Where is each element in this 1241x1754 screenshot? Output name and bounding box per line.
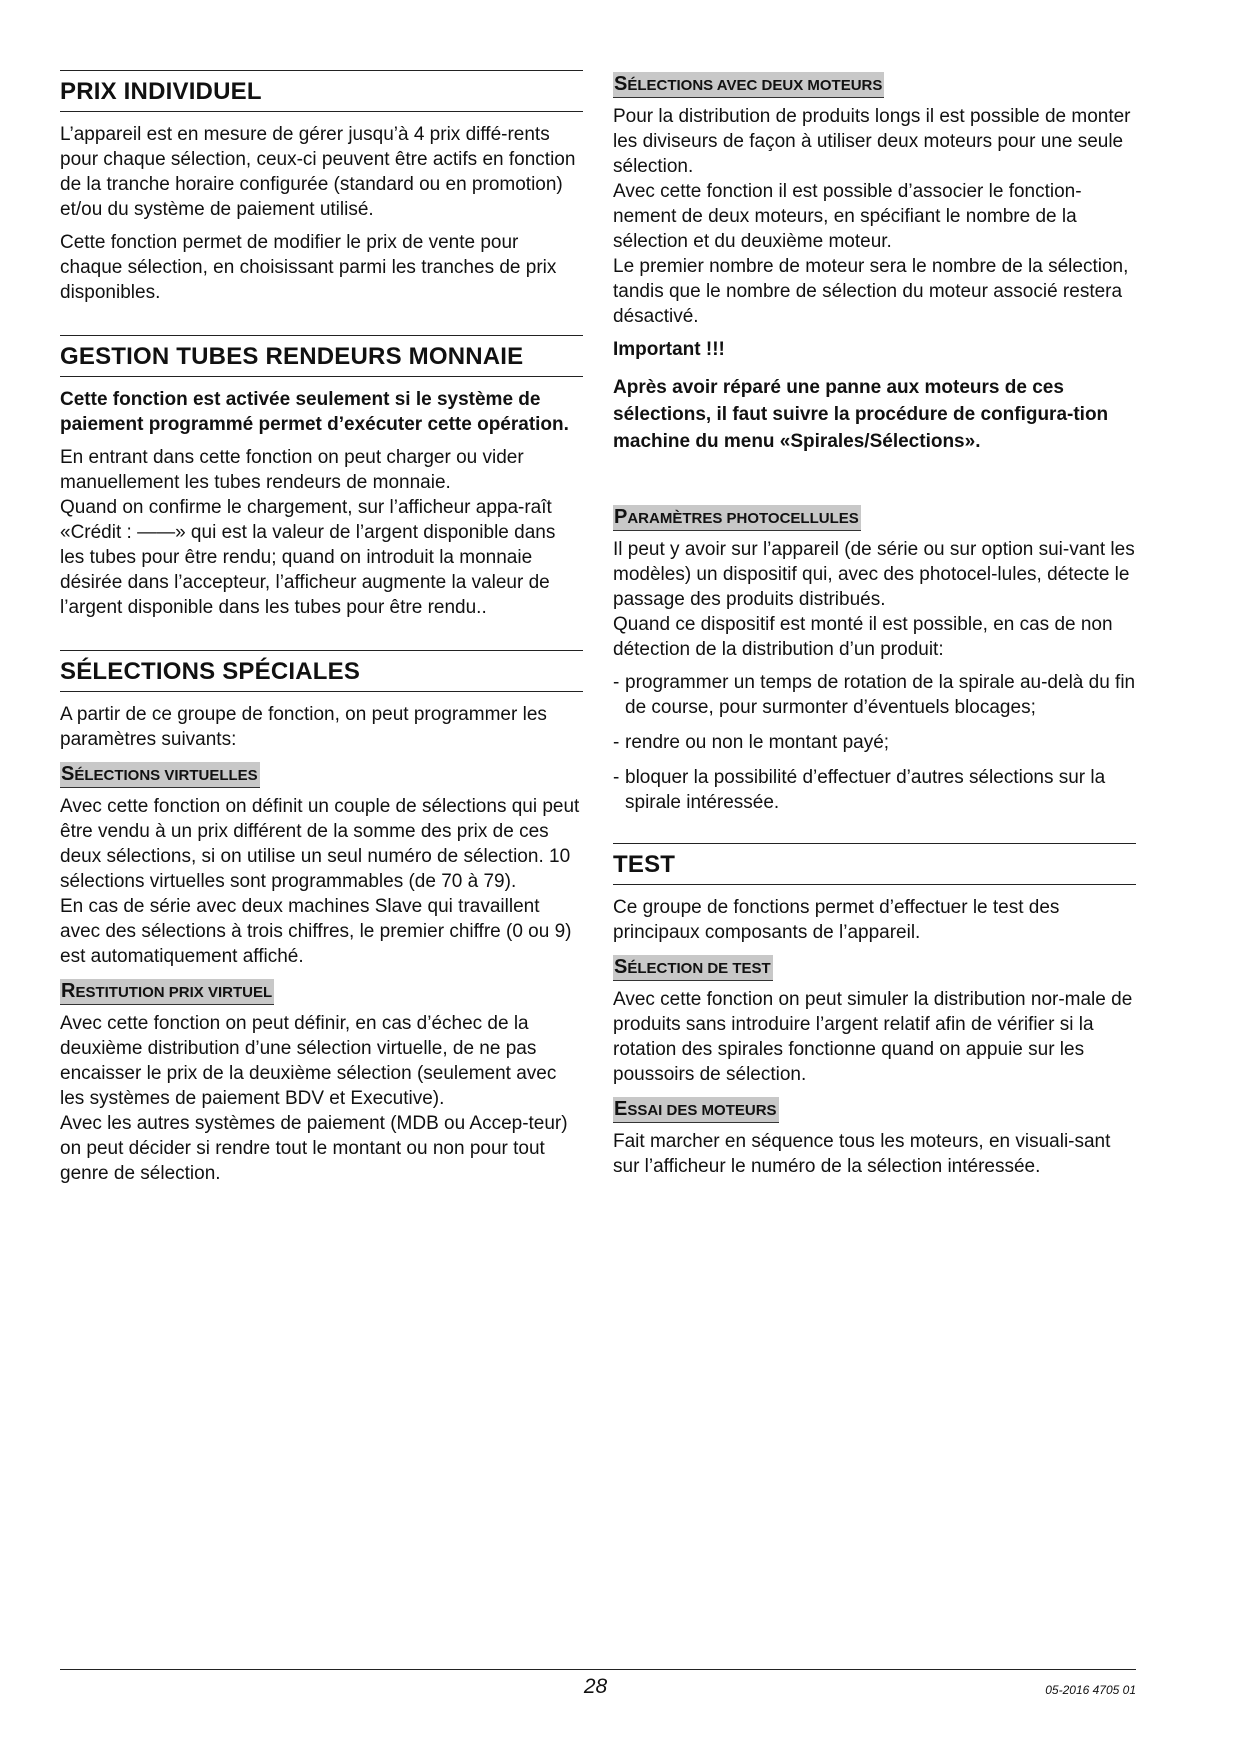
section-title-selections-speciales: SÉLECTIONS SPÉCIALES — [60, 650, 583, 692]
left-column — [60, 70, 583, 1194]
paragraph: En cas de série avec deux machines Slave qui travaillent avec des sélections à trois chiffres, le premier chiffre (0 ou 9) est automatiquement affiché. — [60, 896, 572, 967]
paragraph: En entrant dans cette fonction on peut charger ou vider manuellement les tubes rendeurs de monnaie. — [60, 447, 524, 493]
subsection-title-essai-des-moteurs: ESSAI DES MOTEURS — [613, 1097, 779, 1123]
paragraph: «Crédit : ——» qui est la valeur de l’argent disponible dans les tubes pour être rendu; quand on introduit la monnaie désirée dans l’accepteur, l’afficheur augmente la valeur de l’argent disponible dans les tubes pour être rendu.. — [60, 522, 556, 618]
section-title-gestion-tubes: GESTION TUBES RENDEURS MONNAIE — [60, 335, 583, 377]
paragraph: Cette fonction permet de modifier le prix de vente pour chaque sélection, en choisissant parmi les tranches de prix disponibles. — [60, 232, 557, 303]
paragraph: Quand ce dispositif est monté il est possible, en cas de non détection de la distribution d’un produit: — [613, 614, 1113, 660]
section-title-test: TEST — [613, 843, 1136, 885]
paragraph: A partir de ce groupe de fonction, on peut programmer les paramètres suivants: — [60, 704, 547, 750]
paragraph: Quand on confirme le chargement, sur l’afficheur appa-raît — [60, 497, 552, 518]
document-code: 05-2016 4705 01 — [1045, 1683, 1136, 1697]
bold-notice: Cette fonction est activée seulement si le système de paiement programmé permet d’exécuter cette opération. — [60, 389, 569, 435]
footer-divider — [60, 1669, 1136, 1670]
subsection-title-parametres-photocellules: PARAMÈTRES PHOTOCELLULES — [613, 505, 861, 531]
important-label: Important !!! — [613, 339, 725, 360]
paragraph: Il peut y avoir sur l’appareil (de série ou sur option sui-vant les modèles) un dispositif qui, avec des photocel-lules, détecte le passage des produits distribués. — [613, 539, 1135, 610]
subsection-title-selections-deux-moteurs: SÉLECTIONS AVEC DEUX MOTEURS — [613, 72, 884, 98]
paragraph: Pour la distribution de produits longs il est possible de monter les diviseurs de façon à utiliser deux moteurs pour une seule sélection. — [613, 106, 1131, 177]
paragraph: L’appareil est en mesure de gérer jusqu’à 4 prix diffé-rents pour chaque sélection, ceux-ci peuvent être actifs en fonction de la tranche horaire configurée (standard ou en promotion) et/ou du système de paiement utilisé. — [60, 124, 576, 220]
list-item: - bloquer la possibilité d’effectuer d’autres sélections sur la spirale intéressée. — [613, 767, 1106, 813]
paragraph: Avec cette fonction il est possible d’associer le fonction-nement de deux moteurs, en spécifiant le nombre de la sélection et du deuxième moteur. — [613, 181, 1082, 252]
paragraph: Avec les autres systèmes de paiement (MDB ou Accep-teur) on peut décider si rendre tout le montant ou non pour tout genre de sélection. — [60, 1113, 568, 1184]
paragraph: Avec cette fonction on définit un couple de sélections qui peut être vendu à un prix différent de la somme des prix de ces deux sélections, si on utilise un seul numéro de sélection. 10 sélections virtuelles sont programmables (de 70 à 79). — [60, 796, 580, 892]
page-number: 28 — [583, 1675, 608, 1698]
subsection-title-selection-de-test: SÉLECTION DE TEST — [613, 955, 773, 981]
paragraph: Le premier nombre de moteur sera le nombre de la sélection, tandis que le nombre de sélection du moteur associé restera désactivé. — [613, 256, 1129, 327]
subsection-title-restitution-prix-virtuel: RESTITUTION PRIX VIRTUEL — [60, 979, 274, 1005]
section-title-prix-individuel: PRIX INDIVIDUEL — [60, 70, 583, 112]
list-item: - rendre ou non le montant payé; — [613, 732, 890, 753]
paragraph: Avec cette fonction on peut définir, en cas d’échec de la deuxième distribution d’une sélection virtuelle, de ne pas encaisser le prix de la deuxième sélection (seulement avec les systèmes de paiement BDV et Executive). — [60, 1013, 557, 1109]
right-column — [613, 70, 1136, 1187]
bold-notice: Après avoir réparé une panne aux moteurs de ces sélections, il faut suivre la procédure de configura-tion machine du menu «Spirales/Sélections». — [613, 377, 1109, 452]
paragraph: Fait marcher en séquence tous les moteurs, en visuali-sant sur l’afficheur le numéro de la sélection intéressée. — [613, 1131, 1111, 1177]
paragraph: Avec cette fonction on peut simuler la distribution nor-male de produits sans introduire l’argent relatif afin de vérifier si la rotation des spirales fonctionne quand on appuie sur les poussoirs de sélection. — [613, 989, 1133, 1085]
list-item: - programmer un temps de rotation de la spirale au-delà du fin de course, pour surmonter d’éventuels blocages; — [613, 672, 1136, 718]
paragraph: Ce groupe de fonctions permet d’effectuer le test des principaux composants de l’appareil. — [613, 897, 1060, 943]
subsection-title-selections-virtuelles: SÉLECTIONS VIRTUELLES — [60, 762, 260, 788]
